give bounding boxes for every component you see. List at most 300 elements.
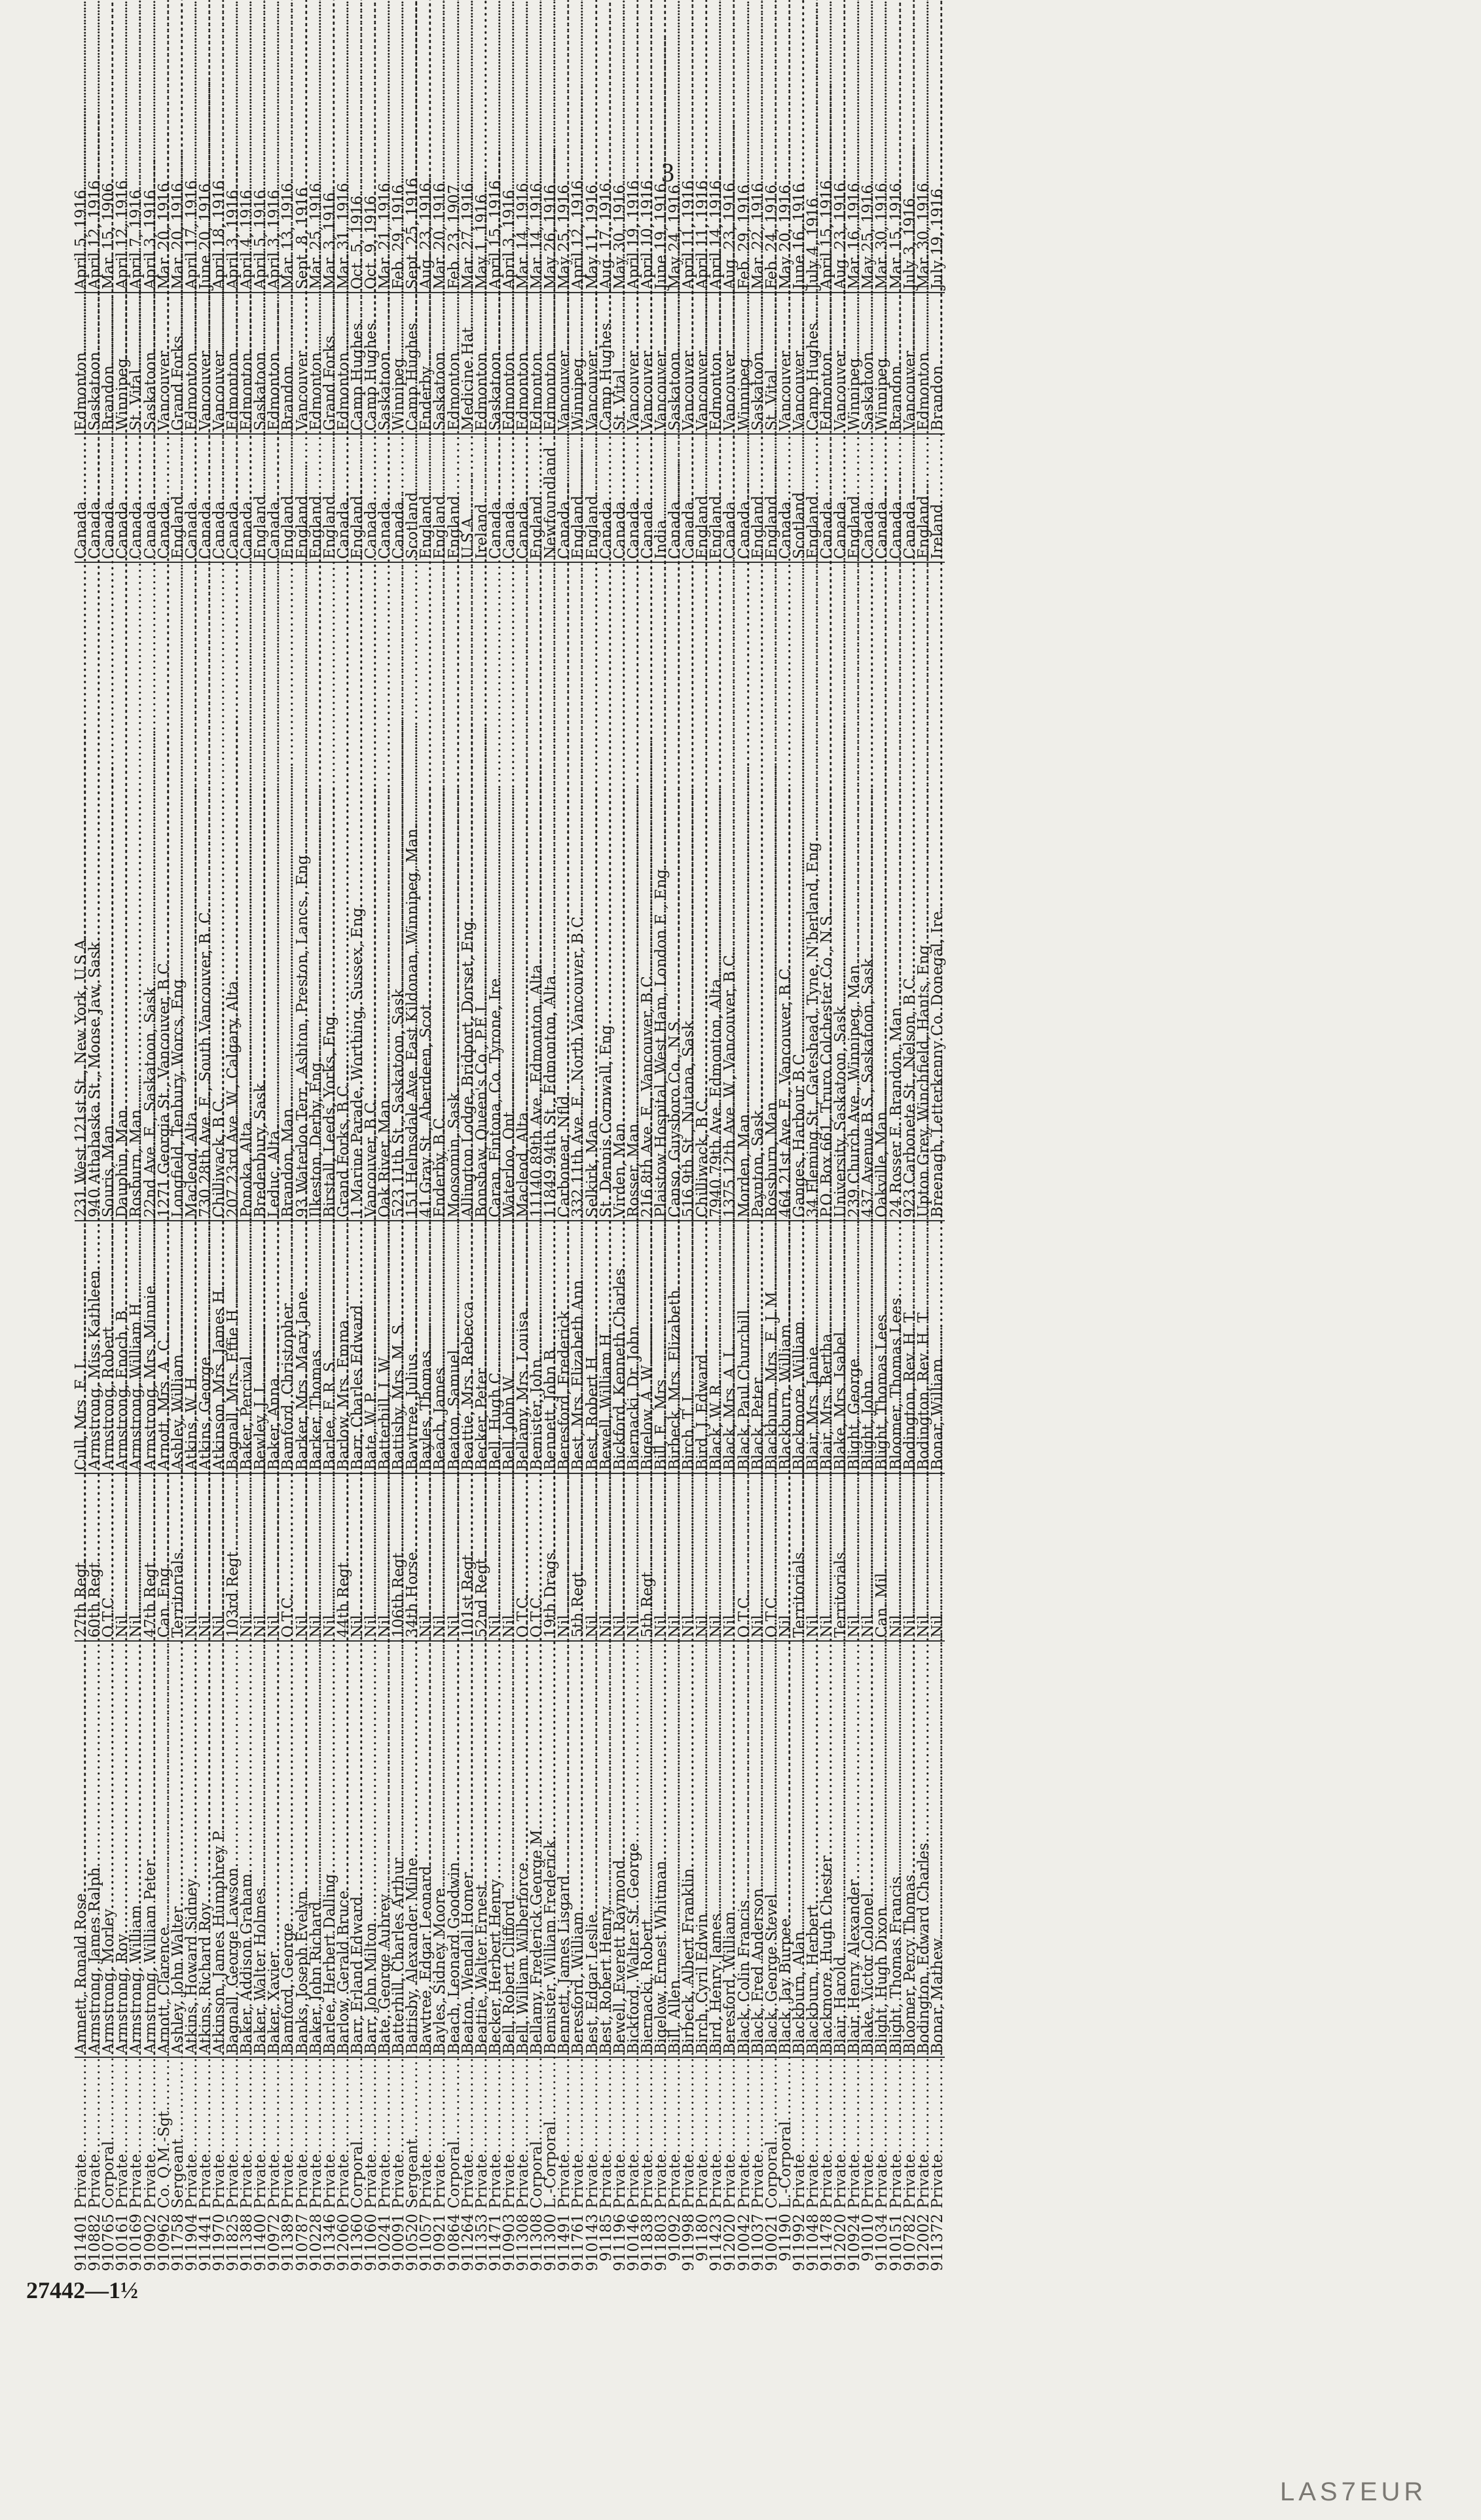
date-taken-on-strength-cell: April 5, 1916 — [252, 189, 270, 289]
soldier-name-cell: Armstrong, Roy ..... — [116, 1641, 130, 2057]
next-of-kin-cell: Barlee, F. R. S. ..... — [323, 1221, 337, 1473]
place-taken-on-strength-cell: Edmonton ..... — [268, 293, 282, 434]
kin-address-cell: Morden, Man ..... — [738, 562, 752, 1221]
former-unit-cell: O.T.C. ..... — [102, 1473, 116, 1641]
place-taken-on-strength-cell: Brandon ..... — [890, 293, 904, 434]
country-of-birth-cell: Canada ..... — [102, 434, 116, 562]
place-taken-on-strength-cell: Winnipeg ..... — [392, 293, 406, 434]
next-of-kin-cell: Bemister, John ..... — [530, 1221, 544, 1473]
next-of-kin-cell: Blair, Mrs. Bertha ..... — [820, 1221, 834, 1473]
rank-cell: Private ..... — [489, 2057, 503, 2211]
place-taken-on-strength-cell: Edmonton ..... — [503, 293, 517, 434]
soldier-name-cell: Becker, Herbert Henry ..... — [489, 1641, 503, 2057]
former-unit-cell: 27th Regt. ..... — [75, 1473, 88, 1641]
date-taken-on-strength-cell: July 3, 1916 — [901, 198, 919, 289]
rank-cell: Private ..... — [254, 2057, 268, 2211]
regimental-number-cell: 912060 — [335, 2214, 352, 2271]
regimental-number-cell: 910962 — [155, 2214, 173, 2271]
country-of-birth-cell: England ..... — [433, 434, 447, 562]
stamp-mark: LAS7EUR — [1280, 2477, 1427, 2506]
place-taken-on-strength-cell: Vancouver ..... — [723, 293, 737, 434]
regimental-number-cell: 91010 — [860, 2214, 877, 2262]
kin-address-cell: Breenagh, Letterkenny Co. Donegal, Ire. ..... — [931, 562, 945, 1221]
former-unit-cell: Nil ..... — [696, 1473, 710, 1641]
kin-address-cell: Leduc, Alta ..... — [268, 562, 282, 1221]
rank-cell: Private ..... — [75, 2057, 88, 2211]
date-taken-on-strength-cell: Oct. 9, 1916 — [363, 195, 380, 289]
former-unit-cell: 19th Drags ..... — [544, 1473, 558, 1641]
country-of-birth-cell: Canada ..... — [213, 434, 227, 562]
date-taken-on-strength-cell: April 3, 1916 — [141, 189, 159, 289]
rank-cell: Private ..... — [227, 2057, 240, 2211]
soldier-name-cell: Baker, John Richard ..... — [310, 1641, 323, 2057]
next-of-kin-cell: Blackburn, Mrs. E. J. M. ..... — [765, 1221, 779, 1473]
next-of-kin-cell: Armstrong, Enoch, B. ..... — [116, 1221, 130, 1473]
country-of-birth-cell: Ireland ..... — [475, 434, 489, 562]
date-taken-on-strength-cell: Aug. 23, 1916 — [418, 182, 435, 289]
rank-cell: Private ..... — [710, 2057, 723, 2211]
former-unit-cell: Nil ..... — [723, 1473, 737, 1641]
date-taken-on-strength-cell: May 1, 1916 — [473, 194, 490, 289]
date-taken-on-strength-cell: Mar. 15, 1906 — [100, 183, 118, 289]
regimental-number-cell: 910228 — [307, 2214, 325, 2271]
kin-address-cell: 207 23rd Ave. W., Calgary, Alta ..... — [227, 562, 240, 1221]
former-unit-cell: 5th Regt. ..... — [572, 1473, 585, 1641]
regimental-number-cell: 911998 — [680, 2214, 698, 2271]
soldier-name-cell: Ashley, John Walter ..... — [172, 1641, 185, 2057]
kin-address-cell: St. Dennis Cornwall, Eng ..... — [600, 562, 613, 1221]
kin-address-cell: Allington Lodge, Bridport, Dorset, Eng ..... — [462, 562, 475, 1221]
next-of-kin-cell: Birbeck, Mrs. Elizabeth ..... — [668, 1221, 682, 1473]
country-of-birth-cell: Canada ..... — [130, 434, 143, 562]
kin-address-cell: Longfield, Tenbury, Worcs, Eng ..... — [172, 562, 185, 1221]
kin-address-cell: Rossburn, Man ..... — [765, 562, 779, 1221]
country-of-birth-cell: England ..... — [530, 434, 544, 562]
soldier-name-cell: Blair, Henry Alexander ..... — [848, 1641, 862, 2057]
place-taken-on-strength-cell: Camp Hughes ..... — [365, 293, 378, 434]
place-taken-on-strength-cell: Vancouver ..... — [296, 293, 310, 434]
regimental-number-cell: 911360 — [348, 2214, 366, 2271]
country-of-birth-cell: England ..... — [585, 434, 599, 562]
country-of-birth-cell: Canada ..... — [723, 434, 737, 562]
former-unit-cell: Nil ..... — [296, 1473, 310, 1641]
next-of-kin-cell: Armstrong, William H. ..... — [130, 1221, 143, 1473]
country-of-birth-cell: Canada ..... — [600, 434, 613, 562]
place-taken-on-strength-cell: Camp Hughes ..... — [351, 293, 365, 434]
country-of-birth-cell: England ..... — [710, 434, 723, 562]
soldier-name-cell: Birbeck, Albert Franklin ..... — [682, 1641, 696, 2057]
rank-cell: Private ..... — [585, 2057, 599, 2211]
soldier-name-cell: Blackburn, Herbert ..... — [807, 1641, 820, 2057]
next-of-kin-cell: Barlow, Mrs. Emma ..... — [337, 1221, 351, 1473]
regimental-number-cell: 911308 — [528, 2214, 546, 2271]
place-taken-on-strength-cell: Camp Hughes ..... — [807, 293, 820, 434]
next-of-kin-cell: Barr, Charles Edward ..... — [351, 1221, 365, 1473]
date-taken-on-strength-cell: Mar. 31, 1916 — [335, 183, 352, 289]
soldier-name-cell: Bonar, Mathew ..... — [931, 1641, 945, 2057]
date-taken-on-strength-cell: Mar. 20, 1916 — [155, 183, 173, 289]
date-taken-on-strength-cell: April 10, 1916 — [638, 180, 656, 289]
date-taken-on-strength-cell: Mar. 22, 1916 — [749, 183, 767, 289]
soldier-name-cell: Barlow, Gerald Bruce ..... — [337, 1641, 351, 2057]
date-taken-on-strength-cell: Sept. 8, 1916 — [293, 187, 311, 289]
next-of-kin-cell: Atkinson, Mrs. James H. ..... — [213, 1221, 227, 1473]
former-unit-cell: Nil ..... — [489, 1473, 503, 1641]
former-unit-cell: Nil ..... — [890, 1473, 904, 1641]
soldier-name-cell: Black, George Stevel ..... — [765, 1641, 779, 2057]
date-taken-on-strength-cell: June 19, 1916 — [652, 183, 670, 289]
next-of-kin-cell: Baker, Percival ..... — [240, 1221, 254, 1473]
country-of-birth-cell: Canada ..... — [558, 434, 572, 562]
country-of-birth-cell: England ..... — [310, 434, 323, 562]
next-of-kin-cell: Bennett, John B. ..... — [544, 1221, 558, 1473]
kin-address-cell: 11140 89th Ave., Edmonton, Alta ..... — [530, 562, 544, 1221]
soldier-name-cell: Beattie, Walter Ernest ..... — [475, 1641, 489, 2057]
rank-cell: Private ..... — [904, 2057, 917, 2211]
date-taken-on-strength-cell: Feb. 23, 1907 — [445, 184, 463, 289]
former-unit-cell: Nil ..... — [558, 1473, 572, 1641]
former-unit-cell: 60th Regt. ..... — [88, 1473, 102, 1641]
regimental-number-cell: 910765 — [100, 2214, 118, 2271]
former-unit-cell: Nil ..... — [627, 1473, 641, 1641]
former-unit-cell: Nil ..... — [613, 1473, 627, 1641]
soldier-name-cell: Bloomer, Percy Thomas ..... — [904, 1641, 917, 2057]
rank-cell: Private ..... — [433, 2057, 447, 2211]
soldier-name-cell: Bennett, James Lisgard ..... — [558, 1641, 572, 2057]
rank-cell: Private ..... — [600, 2057, 613, 2211]
former-unit-cell: 44th Regt. ..... — [337, 1473, 351, 1641]
country-of-birth-cell: England ..... — [420, 434, 433, 562]
country-of-birth-cell: Canada ..... — [378, 434, 392, 562]
date-taken-on-strength-cell: Feb. 29, 1916 — [390, 184, 408, 289]
date-taken-on-strength-cell: Aug. 23, 1916 — [722, 182, 739, 289]
regimental-number-cell: 910143 — [583, 2214, 601, 2271]
soldier-name-cell: Bigelow, Ernest Whitman ..... — [655, 1641, 668, 2057]
place-taken-on-strength-cell: Edmonton ..... — [310, 293, 323, 434]
place-taken-on-strength-cell: Winnipeg ..... — [875, 293, 889, 434]
place-taken-on-strength-cell: Vancouver ..... — [213, 293, 227, 434]
rank-cell: Private ..... — [213, 2057, 227, 2211]
rank-cell: Private ..... — [323, 2057, 337, 2211]
soldier-name-cell: Bawtree, Edgar Leonard ..... — [420, 1641, 433, 2057]
former-unit-cell: 103rd Regt. ..... — [227, 1473, 240, 1641]
former-unit-cell: Nil ..... — [710, 1473, 723, 1641]
soldier-name-cell: Barr, John Milton ..... — [365, 1641, 378, 2057]
date-taken-on-strength-cell: May 30, 1916 — [611, 185, 629, 289]
kin-address-cell: 216 8th Ave. E., Vancouver, B.C. ..... — [641, 562, 655, 1221]
former-unit-cell: Territorials ..... — [834, 1473, 848, 1641]
rank-cell: Private ..... — [627, 2057, 641, 2211]
kin-address-cell: Ganges, Harbour B.C. ..... — [793, 562, 807, 1221]
regimental-number-cell: 910091 — [390, 2214, 408, 2271]
kin-address-cell: Carbonear, Nfld ..... — [558, 562, 572, 1221]
rank-cell: Private ..... — [116, 2057, 130, 2211]
kin-address-cell: Selkirk, Man ..... — [585, 562, 599, 1221]
place-taken-on-strength-cell: Camp Hughes ..... — [406, 293, 420, 434]
country-of-birth-cell: Canada ..... — [227, 434, 240, 562]
regimental-number-cell: 911388 — [238, 2214, 256, 2271]
soldier-name-cell: Atkins, Howard Sidney ..... — [185, 1641, 199, 2057]
soldier-name-cell: Bagnall, George Lawson ..... — [227, 1641, 240, 2057]
regimental-number-cell: 910972 — [266, 2214, 283, 2271]
regimental-number-cell: 911400 — [252, 2214, 270, 2271]
country-of-birth-cell: Canada ..... — [158, 434, 172, 562]
place-taken-on-strength-cell: St. Vital ..... — [130, 293, 143, 434]
next-of-kin-cell: Ashley, William ..... — [172, 1221, 185, 1473]
rank-cell: L.-Corporal ..... — [779, 2057, 793, 2211]
place-taken-on-strength-cell: St. Vital ..... — [613, 293, 627, 434]
next-of-kin-cell: Black, W. R. ..... — [710, 1221, 723, 1473]
former-unit-cell: 5th Regt. ..... — [641, 1473, 655, 1641]
next-of-kin-cell: Black, Paul Churchill ..... — [738, 1221, 752, 1473]
soldier-name-cell: Batterhill, Charles Arthur ..... — [392, 1641, 406, 2057]
rank-cell: Private ..... — [696, 2057, 710, 2211]
next-of-kin-cell: Barker, Mrs. Mary Jane ..... — [296, 1221, 310, 1473]
next-of-kin-cell: Bird, J. Edward ..... — [696, 1221, 710, 1473]
soldier-name-cell: Bell, Robert Clifford ..... — [503, 1641, 517, 2057]
kin-address-cell: 1271 Georgia St., Vancouver, B.C. ..... — [158, 562, 172, 1221]
next-of-kin-cell: Birch, T. I. ..... — [682, 1221, 696, 1473]
rank-cell: L.-Corporal ..... — [544, 2057, 558, 2211]
next-of-kin-cell: Bamford, Christopher ..... — [282, 1221, 295, 1473]
country-of-birth-cell: England ..... — [752, 434, 765, 562]
country-of-birth-cell: Canada ..... — [88, 434, 102, 562]
rank-cell: Private ..... — [848, 2057, 862, 2211]
next-of-kin-cell: Bigelow, A. W. ..... — [641, 1221, 655, 1473]
rank-cell: Corporal ..... — [765, 2057, 779, 2211]
next-of-kin-cell: Bloomer, Thomas Lees ..... — [890, 1221, 904, 1473]
rank-cell: Private ..... — [240, 2057, 254, 2211]
place-taken-on-strength-cell: Brandon ..... — [282, 293, 295, 434]
soldier-name-cell: Blackburn, Alan ..... — [793, 1641, 807, 2057]
former-unit-cell: 34th Horse ..... — [406, 1473, 420, 1641]
former-unit-cell: O.T.C. ..... — [765, 1473, 779, 1641]
regimental-number-cell: 911471 — [486, 2214, 504, 2271]
date-taken-on-strength-cell: April 15, 1916 — [818, 180, 836, 289]
country-of-birth-cell: England ..... — [172, 434, 185, 562]
place-taken-on-strength-cell: Vancouver ..... — [585, 293, 599, 434]
rank-cell: Private ..... — [752, 2057, 765, 2211]
place-taken-on-strength-cell: St. Vital ..... — [765, 293, 779, 434]
rank-cell: Private ..... — [875, 2057, 889, 2211]
date-taken-on-strength-cell: Mar. 30, 1916 — [915, 183, 932, 289]
kin-address-cell: 464 21st Ave. E., Vancouver, B.C. ..... — [779, 562, 793, 1221]
regimental-number-cell: 911970 — [210, 2214, 228, 2271]
soldier-name-cell: Bamford, George ..... — [282, 1641, 295, 2057]
rank-cell: Private ..... — [310, 2057, 323, 2211]
date-taken-on-strength-cell: June 20, 1916 — [196, 183, 214, 289]
place-taken-on-strength-cell: Vancouver ..... — [904, 293, 917, 434]
soldier-name-cell: Biernacki, Robert ..... — [641, 1641, 655, 2057]
next-of-kin-cell: Cull, Mrs. E. L. ..... — [75, 1221, 88, 1473]
soldier-name-cell: Beaton, Wendall Homer ..... — [462, 1641, 475, 2057]
regimental-number-cell: 910921 — [431, 2214, 449, 2271]
country-of-birth-cell: England ..... — [696, 434, 710, 562]
kin-address-cell: Chilliwack, B.C. ..... — [696, 562, 710, 1221]
date-taken-on-strength-cell: May 25, 1916 — [556, 185, 574, 289]
next-of-kin-cell: Beach, James ..... — [433, 1221, 447, 1473]
date-taken-on-strength-cell: April 12, 1916 — [114, 180, 132, 289]
rank-cell: Private ..... — [517, 2057, 530, 2211]
kin-address-cell: Birstall, Leeds, Yorks, Eng ..... — [323, 562, 337, 1221]
next-of-kin-cell: Atkins, George ..... — [199, 1221, 213, 1473]
place-taken-on-strength-cell: Winnipeg ..... — [848, 293, 862, 434]
place-taken-on-strength-cell: Winnipeg ..... — [738, 293, 752, 434]
kin-address-cell: 239 Church Ave., Winnipeg, Man ..... — [848, 562, 862, 1221]
rank-cell: Private ..... — [862, 2057, 875, 2211]
kin-address-cell: 1375 12th Ave. W., Vancouver, B.C. ..... — [723, 562, 737, 1221]
date-taken-on-strength-cell: April 3, 1916 — [500, 189, 518, 289]
soldier-name-cell: Armstrong, Morley ..... — [102, 1641, 116, 2057]
rank-cell: Private ..... — [378, 2057, 392, 2211]
rank-cell: Private ..... — [834, 2057, 848, 2211]
roster-table — [75, 177, 945, 2294]
rank-cell: Private ..... — [723, 2057, 737, 2211]
former-unit-cell: Nil ..... — [931, 1473, 945, 1641]
next-of-kin-cell: Becker, Peter ..... — [475, 1221, 489, 1473]
next-of-kin-cell: Beattie, Mrs. Rebecca ..... — [462, 1221, 475, 1473]
country-of-birth-cell: England ..... — [296, 434, 310, 562]
kin-address-cell: Souris, Man ..... — [102, 562, 116, 1221]
next-of-kin-cell: Bill, E., Mrs. ..... — [655, 1221, 668, 1473]
country-of-birth-cell: Canada ..... — [517, 434, 530, 562]
soldier-name-cell: Atkinson, James Humphrey P. ..... — [213, 1641, 227, 2057]
next-of-kin-cell: Biernacki, Dr. John ..... — [627, 1221, 641, 1473]
rank-cell: Private ..... — [337, 2057, 351, 2211]
date-taken-on-strength-cell: May 25, 1916 — [860, 185, 877, 289]
country-of-birth-cell: Ireland ..... — [931, 434, 945, 562]
date-taken-on-strength-cell: Aug. 17, 1916 — [597, 182, 615, 289]
former-unit-cell: Nil ..... — [600, 1473, 613, 1641]
country-of-birth-cell: England ..... — [807, 434, 820, 562]
kin-address-cell: Brandon, Man ..... — [282, 562, 295, 1221]
country-of-birth-cell: Canada ..... — [199, 434, 213, 562]
place-taken-on-strength-cell: Brandon ..... — [102, 293, 116, 434]
kin-address-cell: P.O. Box 661, Truro Colchester Co., N.S. ..... — [820, 562, 834, 1221]
next-of-kin-cell: Bewley, J. L. ..... — [254, 1221, 268, 1473]
next-of-kin-cell: Beaton, Samuel ..... — [448, 1221, 462, 1473]
soldier-name-cell: Banks, Joseph Evelyn ..... — [296, 1641, 310, 2057]
regimental-number-cell: 910782 — [901, 2214, 919, 2271]
rank-cell: Private ..... — [613, 2057, 627, 2211]
kin-address-cell: Dauphin, Man ..... — [116, 562, 130, 1221]
kin-address-cell: Grand Forks, B.C. ..... — [337, 562, 351, 1221]
date-taken-on-strength-cell: Mar. 16, 1916 — [846, 183, 864, 289]
place-taken-on-strength-cell: Vancouver ..... — [158, 293, 172, 434]
former-unit-cell: Nil ..... — [862, 1473, 875, 1641]
date-taken-on-strength-cell: May 26, 1916 — [542, 185, 560, 289]
country-of-birth-cell: Scotland ..... — [406, 434, 420, 562]
place-taken-on-strength-cell: Saskatoon ..... — [668, 293, 682, 434]
soldier-name-cell: Blackmore, Hugh Chester ..... — [820, 1641, 834, 2057]
regimental-number-cell: 911060 — [363, 2214, 380, 2271]
place-taken-on-strength-cell: Edmonton ..... — [337, 293, 351, 434]
rank-cell: Corporal ..... — [102, 2057, 116, 2211]
date-taken-on-strength-cell: Aug. 23, 1916 — [832, 182, 850, 289]
rank-cell: Corporal ..... — [530, 2057, 544, 2211]
rank-cell: Private ..... — [917, 2057, 931, 2211]
place-taken-on-strength-cell: Saskatoon ..... — [254, 293, 268, 434]
place-taken-on-strength-cell: Edmonton ..... — [448, 293, 462, 434]
rank-cell: Private ..... — [890, 2057, 904, 2211]
next-of-kin-cell: Blight, George ..... — [848, 1221, 862, 1473]
soldier-name-cell: Bickford, Walter St. George ..... — [627, 1641, 641, 2057]
country-of-birth-cell: Canada ..... — [268, 434, 282, 562]
country-of-birth-cell: England ..... — [254, 434, 268, 562]
rank-cell: Private ..... — [558, 2057, 572, 2211]
next-of-kin-cell: Bate, W. P. ..... — [365, 1221, 378, 1473]
date-taken-on-strength-cell: July 19, 1916 — [928, 188, 946, 289]
regimental-number-cell: 911904 — [183, 2214, 200, 2271]
kin-address-cell: Ponoka, Alta ..... — [240, 562, 254, 1221]
regimental-number-cell: 910161 — [114, 2214, 132, 2271]
country-of-birth-cell: Canada ..... — [779, 434, 793, 562]
soldier-name-cell: Atkins, Richard Roy ..... — [199, 1641, 213, 2057]
next-of-kin-cell: Batterhill, I. W. ..... — [378, 1221, 392, 1473]
kin-address-cell: 437 Avenue B.S., Saskatoon, Sask ..... — [862, 562, 875, 1221]
date-taken-on-strength-cell: Feb. 24, 1916 — [763, 184, 780, 289]
place-taken-on-strength-cell: Vancouver ..... — [627, 293, 641, 434]
soldier-name-cell: Bellamy, Frederick George M. ..... — [530, 1641, 544, 2057]
soldier-name-cell: Bell, William Wilberforce ..... — [517, 1641, 530, 2057]
next-of-kin-cell: Bellamy, Mrs. Louisa ..... — [517, 1221, 530, 1473]
regimental-number-cell: 910903 — [500, 2214, 518, 2271]
rank-cell: Private ..... — [572, 2057, 585, 2211]
country-of-birth-cell: Canada ..... — [641, 434, 655, 562]
soldier-name-cell: Bewell, Everett Raymond ..... — [613, 1641, 627, 2057]
date-taken-on-strength-cell: April 7, 1916 — [128, 189, 145, 289]
country-of-birth-cell: Canada ..... — [890, 434, 904, 562]
next-of-kin-cell: Blackburn, William ..... — [779, 1221, 793, 1473]
regimental-number-cell: 911037 — [749, 2214, 767, 2271]
former-unit-cell: Nil ..... — [585, 1473, 599, 1641]
place-taken-on-strength-cell: Edmonton ..... — [475, 293, 489, 434]
soldier-name-cell: Black, Jay Burpee ..... — [779, 1641, 793, 2057]
regimental-number-cell: 912002 — [915, 2214, 932, 2271]
date-taken-on-strength-cell: Mar. 27, 1916 — [459, 183, 477, 289]
place-taken-on-strength-cell: Vancouver ..... — [558, 293, 572, 434]
date-taken-on-strength-cell: Mar. 25, 1916 — [307, 183, 325, 289]
next-of-kin-cell: Beresford, Frederick ..... — [558, 1221, 572, 1473]
regimental-number-cell: 911423 — [708, 2214, 725, 2271]
kin-address-cell: Waterloo, Ont ..... — [503, 562, 517, 1221]
date-taken-on-strength-cell: April 18, 1916 — [210, 180, 228, 289]
country-of-birth-cell: England ..... — [848, 434, 862, 562]
place-taken-on-strength-cell: Winnipeg ..... — [572, 293, 585, 434]
date-taken-on-strength-cell: April 14, 1916 — [708, 180, 725, 289]
country-of-birth-cell: India ..... — [655, 434, 668, 562]
country-of-birth-cell: Canada ..... — [143, 434, 157, 562]
country-of-birth-cell: England ..... — [448, 434, 462, 562]
next-of-kin-cell: Armstrong, Miss Kathleen ..... — [88, 1221, 102, 1473]
former-unit-cell: O.T.C. ..... — [738, 1473, 752, 1641]
date-taken-on-strength-cell: April 15, 1916 — [486, 180, 504, 289]
rank-cell: Sergeant ..... — [172, 2057, 185, 2211]
rank-cell: Corporal ..... — [351, 2057, 365, 2211]
regimental-number-cell: 910902 — [141, 2214, 159, 2271]
kin-address-cell: Vancouver, B.C. ..... — [365, 562, 378, 1221]
soldier-name-cell: Amnett, Ronald Rose ..... — [75, 1641, 88, 2057]
regimental-number-cell: 911761 — [570, 2214, 587, 2271]
rank-cell: Private ..... — [130, 2057, 143, 2211]
kin-address-cell: 923 Carbonete St., Nelson, B.C. ..... — [904, 562, 917, 1221]
soldier-name-cell: Battisby, Alexander Milne ..... — [406, 1641, 420, 2057]
kin-address-cell: 730 28th Ave. E., South Vancouver, B. C. ..... — [199, 562, 213, 1221]
date-taken-on-strength-cell: Mar. 14, 1916 — [528, 183, 546, 289]
kin-address-cell: Enderby, B.C. ..... — [433, 562, 447, 1221]
soldier-name-cell: Arnott, Clarence ..... — [158, 1641, 172, 2057]
next-of-kin-cell: Blackmore, William ..... — [793, 1221, 807, 1473]
